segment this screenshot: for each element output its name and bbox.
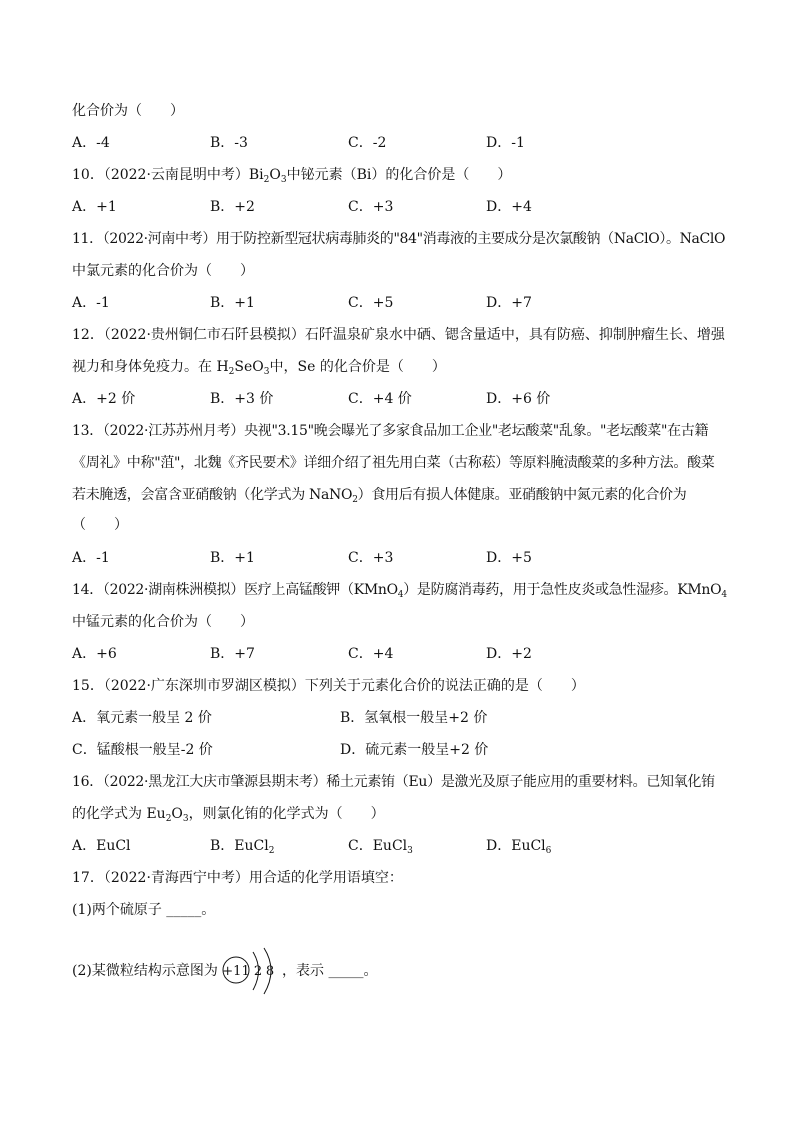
q9-option-a: A．-4: [72, 135, 110, 151]
question-14-stem-cont: 中锰元素的化合价为（ ）: [72, 614, 254, 630]
question-17-part1: (1)两个硫原子 _____。: [72, 902, 216, 918]
q10-option-c: C．+3: [348, 199, 394, 215]
q13-option-b: B．+1: [210, 550, 255, 566]
q14-option-a: A．+6: [72, 646, 117, 662]
q15-option-d: D．硫元素一般呈+2 价: [340, 742, 489, 758]
question-13-stem-cont1: 《周礼》中称"菹"，北魏《齐民要术》详细介绍了祖先用白菜（古称菘）等原料腌渍酸菜的多种方法。酸菜: [72, 455, 715, 471]
q16-option-d: D．EuCl$_6$: [486, 838, 552, 856]
q12-option-a: A．+2 价: [72, 391, 136, 407]
q15-option-a: A．氧元素一般呈 2 价: [72, 710, 212, 726]
question-15-stem: 15．（2022·广东深圳市罗湖区模拟）下列关于元素化合价的说法正确的是（ ）: [72, 678, 585, 694]
q13-option-c: C．+3: [348, 550, 394, 566]
q9-option-d: D．-1: [486, 135, 525, 151]
q9-option-c: C．-2: [348, 135, 387, 151]
q15-option-c: C．锰酸根一般呈-2 价: [72, 742, 213, 758]
q12-option-c: C．+4 价: [348, 391, 412, 407]
question-9-stem-tail: 化合价为（ ）: [72, 103, 184, 119]
q13-option-d: D．+5: [486, 550, 532, 566]
q9-option-b: B．-3: [210, 135, 248, 151]
question-17-part2-prefix: (2)某微粒结构示意图为: [72, 963, 218, 979]
q10-option-d: D．+4: [486, 199, 532, 215]
question-16-stem: 16．（2022·黑龙江大庆市肇源县期末考）稀土元素铕（Eu）是激光及原子能应用的重要材料。已知氧化铕: [72, 774, 715, 790]
question-10-stem: 10．（2022·云南昆明中考）$Bi_2O_3$中铋元素（Bi）的化合价是（ ）: [72, 167, 512, 185]
q11-option-a: A．-1: [72, 295, 110, 311]
q10-option-a: A．+1: [72, 199, 117, 215]
q11-option-b: B．+1: [210, 295, 255, 311]
shell-2-electrons: 8: [265, 964, 275, 979]
q12-option-b: B．+3 价: [210, 391, 274, 407]
q15-option-b: B．氢氧根一般呈+2 价: [340, 710, 488, 726]
q10-option-b: B．+2: [210, 199, 255, 215]
question-13-stem: 13．（2022·江苏苏州月考）央视"3.15"晚会曝光了多家食品加工企业"老坛酸菜"乱象。"老坛酸菜"在古籍: [72, 423, 709, 439]
q11-option-d: D．+7: [486, 295, 532, 311]
q16-option-a: A．EuCl: [72, 838, 131, 854]
q12-option-d: D．+6 价: [486, 391, 551, 407]
question-17-part2-suffix: ，表示 _____。: [282, 963, 378, 979]
q14-option-d: D．+2: [486, 646, 532, 662]
q14-option-b: B．+7: [210, 646, 255, 662]
q11-option-c: C．+5: [348, 295, 394, 311]
q13-option-a: A．-1: [72, 550, 110, 566]
question-12-stem: 12．（2022·贵州铜仁市石阡县模拟）石阡温泉矿泉水中硒、锶含量适中，具有防癌、抑制肿瘤生长、增强: [72, 327, 725, 343]
nucleus-charge: +11: [222, 964, 250, 979]
q14-option-c: C．+4: [348, 646, 394, 662]
question-17-stem: 17．（2022·青海西宁中考）用合适的化学用语填空：: [72, 870, 403, 886]
question-12-stem-cont: 视力和身体免疫力。在 $H_2SeO_3$中，Se 的化合价是（ ）: [72, 359, 446, 377]
question-13-stem-cont2: 若未腌透，会富含亚硝酸钠（化学式为 NaNO$_2$）食用后有损人体健康。亚硝酸钠中氮元素的化合价为: [72, 487, 687, 505]
question-13-stem-cont3: （ ）: [72, 517, 128, 533]
question-16-stem-cont: 的化学式为 $Eu_2O_3$，则氯化铕的化学式为（ ）: [72, 806, 385, 824]
question-11-stem: 11．（2022·河南中考）用于防控新型冠状病毒肺炎的"84"消毒液的主要成分是次氯酸钠（NaClO）。NaClO: [72, 231, 726, 247]
question-14-stem: 14．（2022·湖南株洲模拟）医疗上高锰酸钾（KMnO$_4$）是防腐消毒药，用于急性皮炎或急性湿疹。KMnO$_4$: [72, 582, 727, 600]
q16-option-c: C．EuCl$_3$: [348, 838, 413, 856]
question-11-stem-cont: 中氯元素的化合价为（ ）: [72, 263, 254, 279]
shell-1-electrons: 2: [253, 964, 263, 979]
q16-option-b: B．EuCl$_2$: [210, 838, 275, 856]
